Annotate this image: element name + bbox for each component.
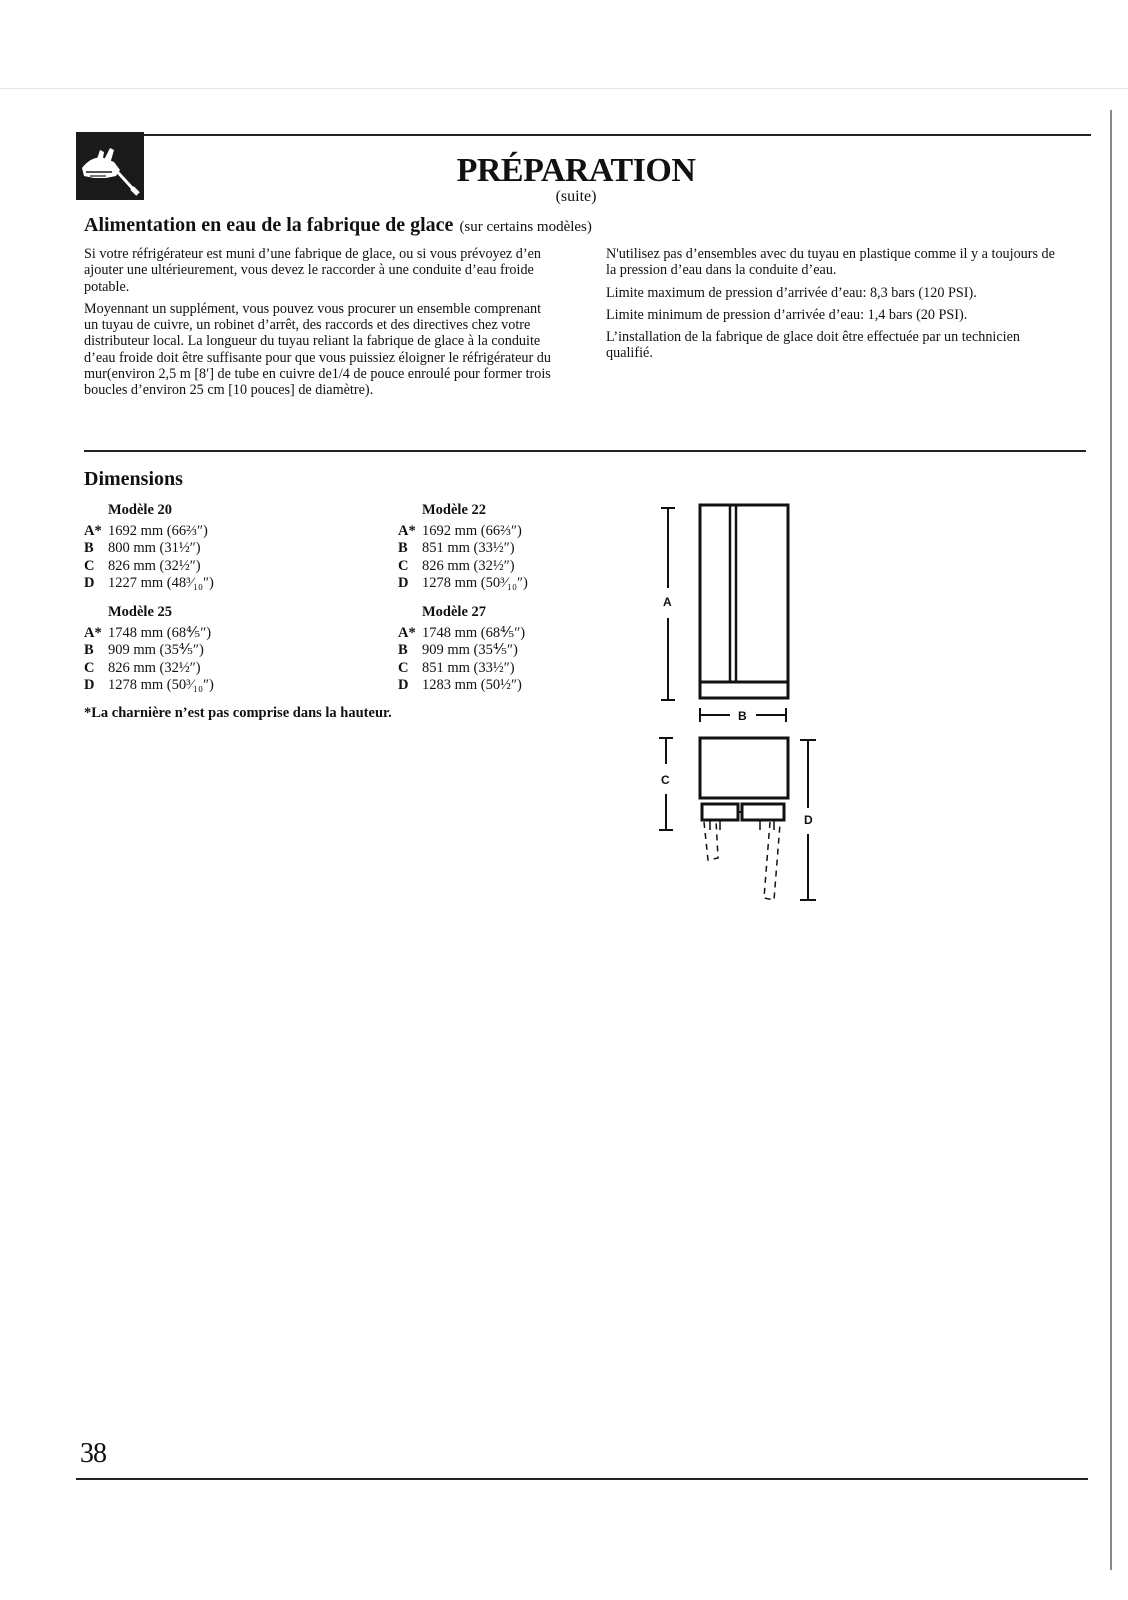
dim-label: A* — [84, 523, 102, 539]
dim-label: A* — [398, 625, 416, 641]
hinge-footnote: *La charnière n’est pas comprise dans la hauteur. — [84, 705, 392, 721]
paragraph: Moyennant un supplément, vous pouvez vous procurer un ensemble comprenant un tuyau de cuivre, un robinet d’arrêt, des raccords et des directives chez votre distributeur local. La longueur du tuyau reliant la fabrique de glace à la conduite d’eau froide doit être suffisante pour que vous puissiez éloigner le réfrigérateur du mur(environ 2,5 m [8′] de tube en cuivre de1/4 de pouce enroulé pour former trois boucles d’environ 25 cm [10 pouces] de diamètre). — [84, 300, 551, 399]
model-name: Modèle 25 — [108, 604, 173, 620]
dim-value: 851 mm (33½″) — [422, 540, 515, 557]
dimension-label-a: A — [663, 595, 672, 609]
page-number: 38 — [80, 1438, 106, 1469]
model-name: Modèle 22 — [422, 502, 487, 518]
dim-value: 826 mm (32½″) — [108, 659, 201, 676]
dim-label: D — [398, 574, 409, 591]
paragraph: N'utilisez pas d’ensembles avec du tuyau en plastique comme il y a toujours de la pression d’eau dans la conduite d’eau. — [606, 246, 1055, 279]
dim-value: 1227 mm (48³⁄₁₀″) — [108, 574, 214, 591]
dim-value: 851 mm (33½″) — [422, 659, 515, 676]
dim-label: D — [84, 676, 95, 693]
dim-value: 826 mm (32½″) — [108, 557, 201, 574]
dim-label: B — [398, 540, 408, 557]
model-block — [84, 502, 384, 592]
dim-value: 1748 mm (68⅘″) — [108, 625, 212, 641]
dim-label: D — [84, 574, 95, 591]
section-heading-note: (sur certains modèles) — [459, 219, 592, 235]
model-name: Modèle 27 — [422, 604, 487, 620]
dim-label: C — [84, 659, 95, 676]
dimension-label-c: C — [661, 773, 670, 787]
model-name: Modèle 20 — [108, 502, 173, 518]
header-rule — [76, 134, 1091, 136]
dim-label: A* — [398, 523, 416, 539]
dim-label: C — [84, 557, 95, 574]
dimension-label-b: B — [738, 709, 747, 723]
paragraph: Limite maximum de pression d’arrivée d’eau: 8,3 bars (120 PSI). — [606, 284, 977, 301]
scan-edge-line — [1110, 110, 1112, 1570]
dim-label: D — [398, 676, 409, 693]
model-block — [84, 604, 384, 694]
dim-label: B — [84, 540, 94, 557]
dim-value: 1278 mm (50³⁄₁₀″) — [422, 574, 528, 591]
dim-label: C — [398, 557, 409, 574]
dim-value: 800 mm (31½″) — [108, 540, 201, 557]
dim-value: 909 mm (35⅘″) — [422, 642, 518, 659]
right-column — [606, 246, 1066, 368]
refrigerator-dimension-diagram — [640, 490, 840, 930]
page-title: PRÉPARATION — [456, 152, 696, 189]
dim-value: 1283 mm (50½″) — [422, 676, 522, 693]
left-column — [84, 246, 552, 405]
paragraph: L’installation de la fabrique de glace doit être effectuée par un technicien qualifié. — [606, 329, 1021, 362]
dim-value: 826 mm (32½″) — [422, 557, 515, 574]
footer-rule — [76, 1478, 1088, 1480]
dim-label: A* — [84, 625, 102, 641]
page-subtitle: (suite) — [555, 188, 597, 205]
dim-label: B — [84, 642, 94, 659]
dim-label: C — [398, 659, 409, 676]
dim-value: 1692 mm (66⅔″) — [422, 523, 522, 539]
section-heading-text: Alimentation en eau de la fabrique de glace — [84, 214, 454, 236]
dimension-label-d: D — [804, 813, 813, 827]
section-heading — [84, 214, 592, 237]
dim-value: 1748 mm (68⅘″) — [422, 625, 526, 641]
dim-value: 1692 mm (66⅔″) — [108, 523, 208, 539]
dim-value: 909 mm (35⅘″) — [108, 642, 204, 659]
section-rule — [84, 450, 1086, 452]
dim-label: B — [398, 642, 408, 659]
dimensions-heading: Dimensions — [84, 468, 183, 490]
paragraph: Si votre réfrigérateur est muni d’une fabrique de glace, ou si vous prévoyez d’en ajouter une ultérieurement, vous devez le raccorder à une conduite d’eau froide potable. — [84, 246, 541, 295]
paragraph: Limite minimum de pression d’arrivée d’eau: 1,4 bars (20 PSI). — [606, 306, 968, 323]
dim-value: 1278 mm (50³⁄₁₀″) — [108, 676, 214, 693]
scan-line — [0, 88, 1128, 89]
